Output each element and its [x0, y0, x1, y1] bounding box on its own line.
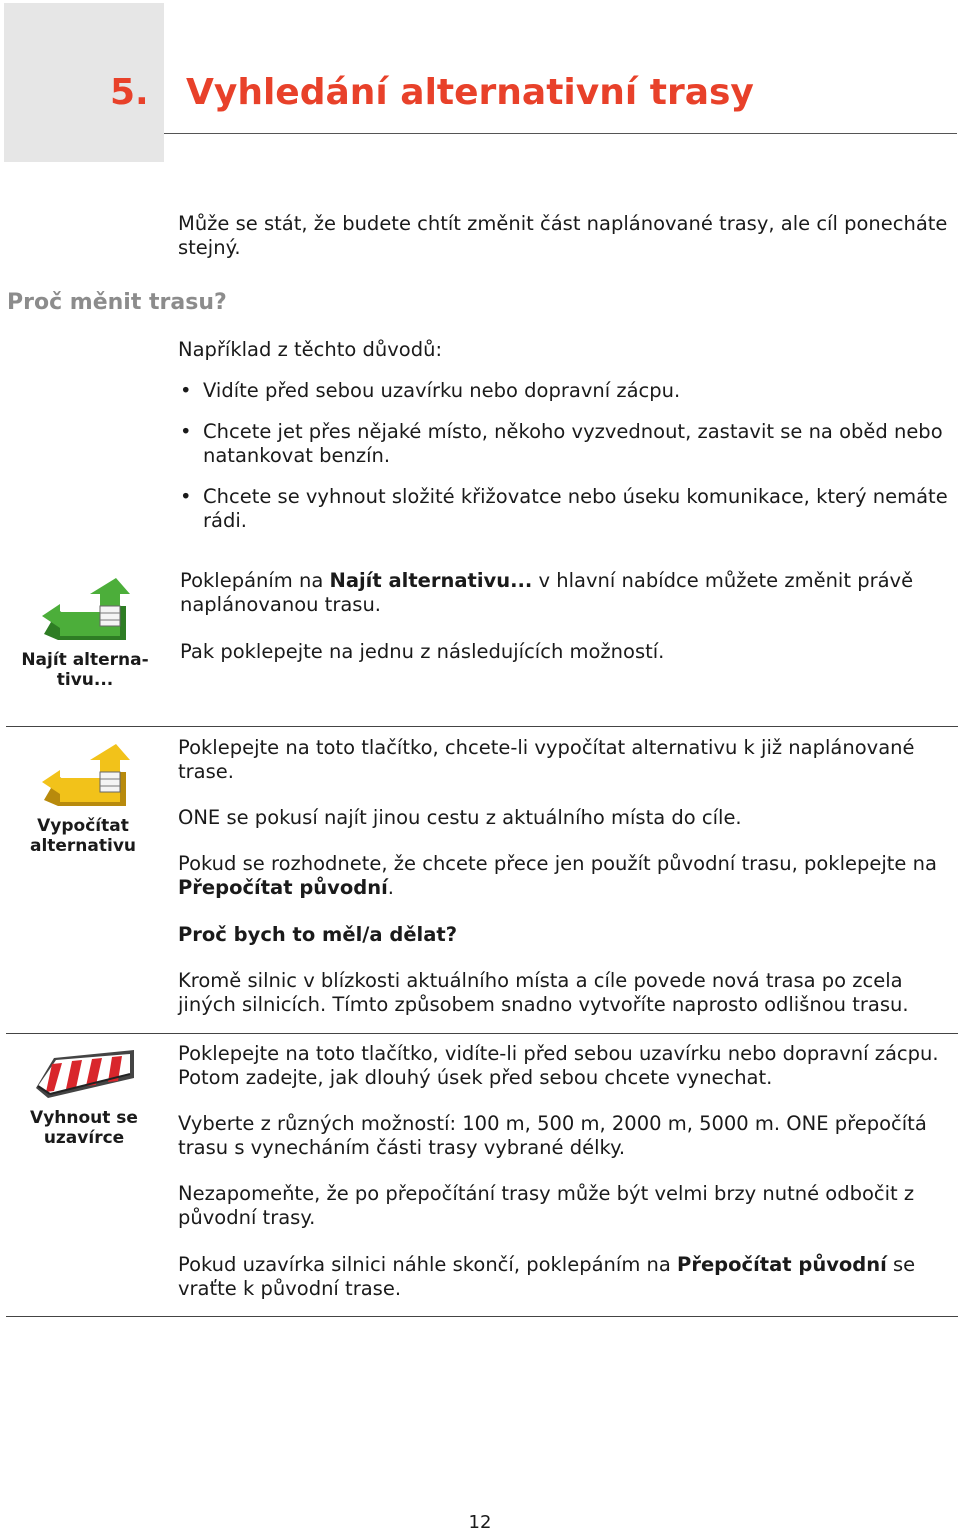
- section-rule: [6, 1033, 958, 1034]
- avoid-paragraph-4: Pokud uzavírka silnici náhle skončí, poklepáním na Přepočítat původní se vraťte k původní trase.: [178, 1253, 916, 1300]
- title-rule: [164, 133, 957, 134]
- reason-list: [178, 379, 958, 533]
- find-alt-paragraph: Poklepáním na Najít alternativu... v hlavní nabídce můžete změnit právě naplánovanou trasu.: [180, 569, 914, 616]
- chapter-title: Vyhledání alternativní trasy: [186, 72, 754, 113]
- calc-alt-paragraph-3: Pokud se rozhodnete, že chcete přece jen použít původní trasu, poklepejte na Přepočítat původní.: [178, 852, 937, 899]
- reason-item: • Vidíte před sebou uzavírku nebo dopravní zácpu.: [178, 379, 958, 403]
- intro-paragraph: Může se stát, že budete chtít změnit část naplánované trasy, ale cíl ponecháte stejný.: [178, 212, 948, 259]
- section-heading-why: Proč měnit trasu?: [7, 290, 227, 315]
- avoid-paragraph-2: Vyberte z různých možností: 100 m, 500 m, 2000 m, 5000 m. ONE přepočítá trasu s vynecháním části trasy vybrané délky.: [178, 1112, 927, 1159]
- page-number: 12: [468, 1512, 492, 1533]
- roadblock-icon: [34, 1048, 136, 1102]
- calc-alt-subheading: Proč bych to měl/a dělat?: [178, 923, 458, 946]
- reason-item: • Chcete jet přes nějaké místo, někoho vyzvednout, zastavit se na oběd nebo natankovat benzín.: [178, 420, 958, 468]
- find-alternative-label: Najít alterna- tivu...: [21, 650, 149, 690]
- calculate-alternative-icon: [38, 742, 134, 810]
- calculate-alternative-label: Vypočítat alternativu: [29, 816, 137, 856]
- roadblock-label: Vyhnout se uzavírce: [30, 1108, 138, 1148]
- find-alt-next-paragraph: Pak poklepejte na jednu z následujících možností.: [180, 640, 665, 663]
- calc-alt-paragraph-1: Poklepejte na toto tlačítko, chcete-li vypočítat alternativu k již naplánované trase.: [178, 736, 915, 783]
- calc-alt-paragraph-2: ONE se pokusí najít jinou cestu z aktuálního místa do cíle.: [178, 806, 742, 829]
- chapter-number: 5.: [110, 72, 149, 113]
- section-rule: [6, 1316, 958, 1317]
- avoid-paragraph-1: Poklepejte na toto tlačítko, vidíte-li před sebou uzavírku nebo dopravní zácpu. Potom zadejte, jak dlouhý úsek před sebou chcete vynechat.: [178, 1042, 939, 1089]
- find-alternative-icon: [38, 576, 134, 644]
- avoid-paragraph-3: Nezapomeňte, že po přepočítání trasy může být velmi brzy nutné odbočit z původní trasy.: [178, 1182, 915, 1229]
- calc-alt-paragraph-4: Kromě silnic v blízkosti aktuálního místa a cíle povede nová trasa po zcela jiných silnicích. Tímto způsobem snadno vytvoříte naprosto odlišnou trasu.: [178, 969, 909, 1016]
- section-rule: [6, 726, 958, 727]
- reason-item: • Chcete se vyhnout složité křižovatce nebo úseku komunikace, který nemáte rádi.: [178, 485, 958, 533]
- example-intro: Například z těchto důvodů:: [178, 338, 443, 361]
